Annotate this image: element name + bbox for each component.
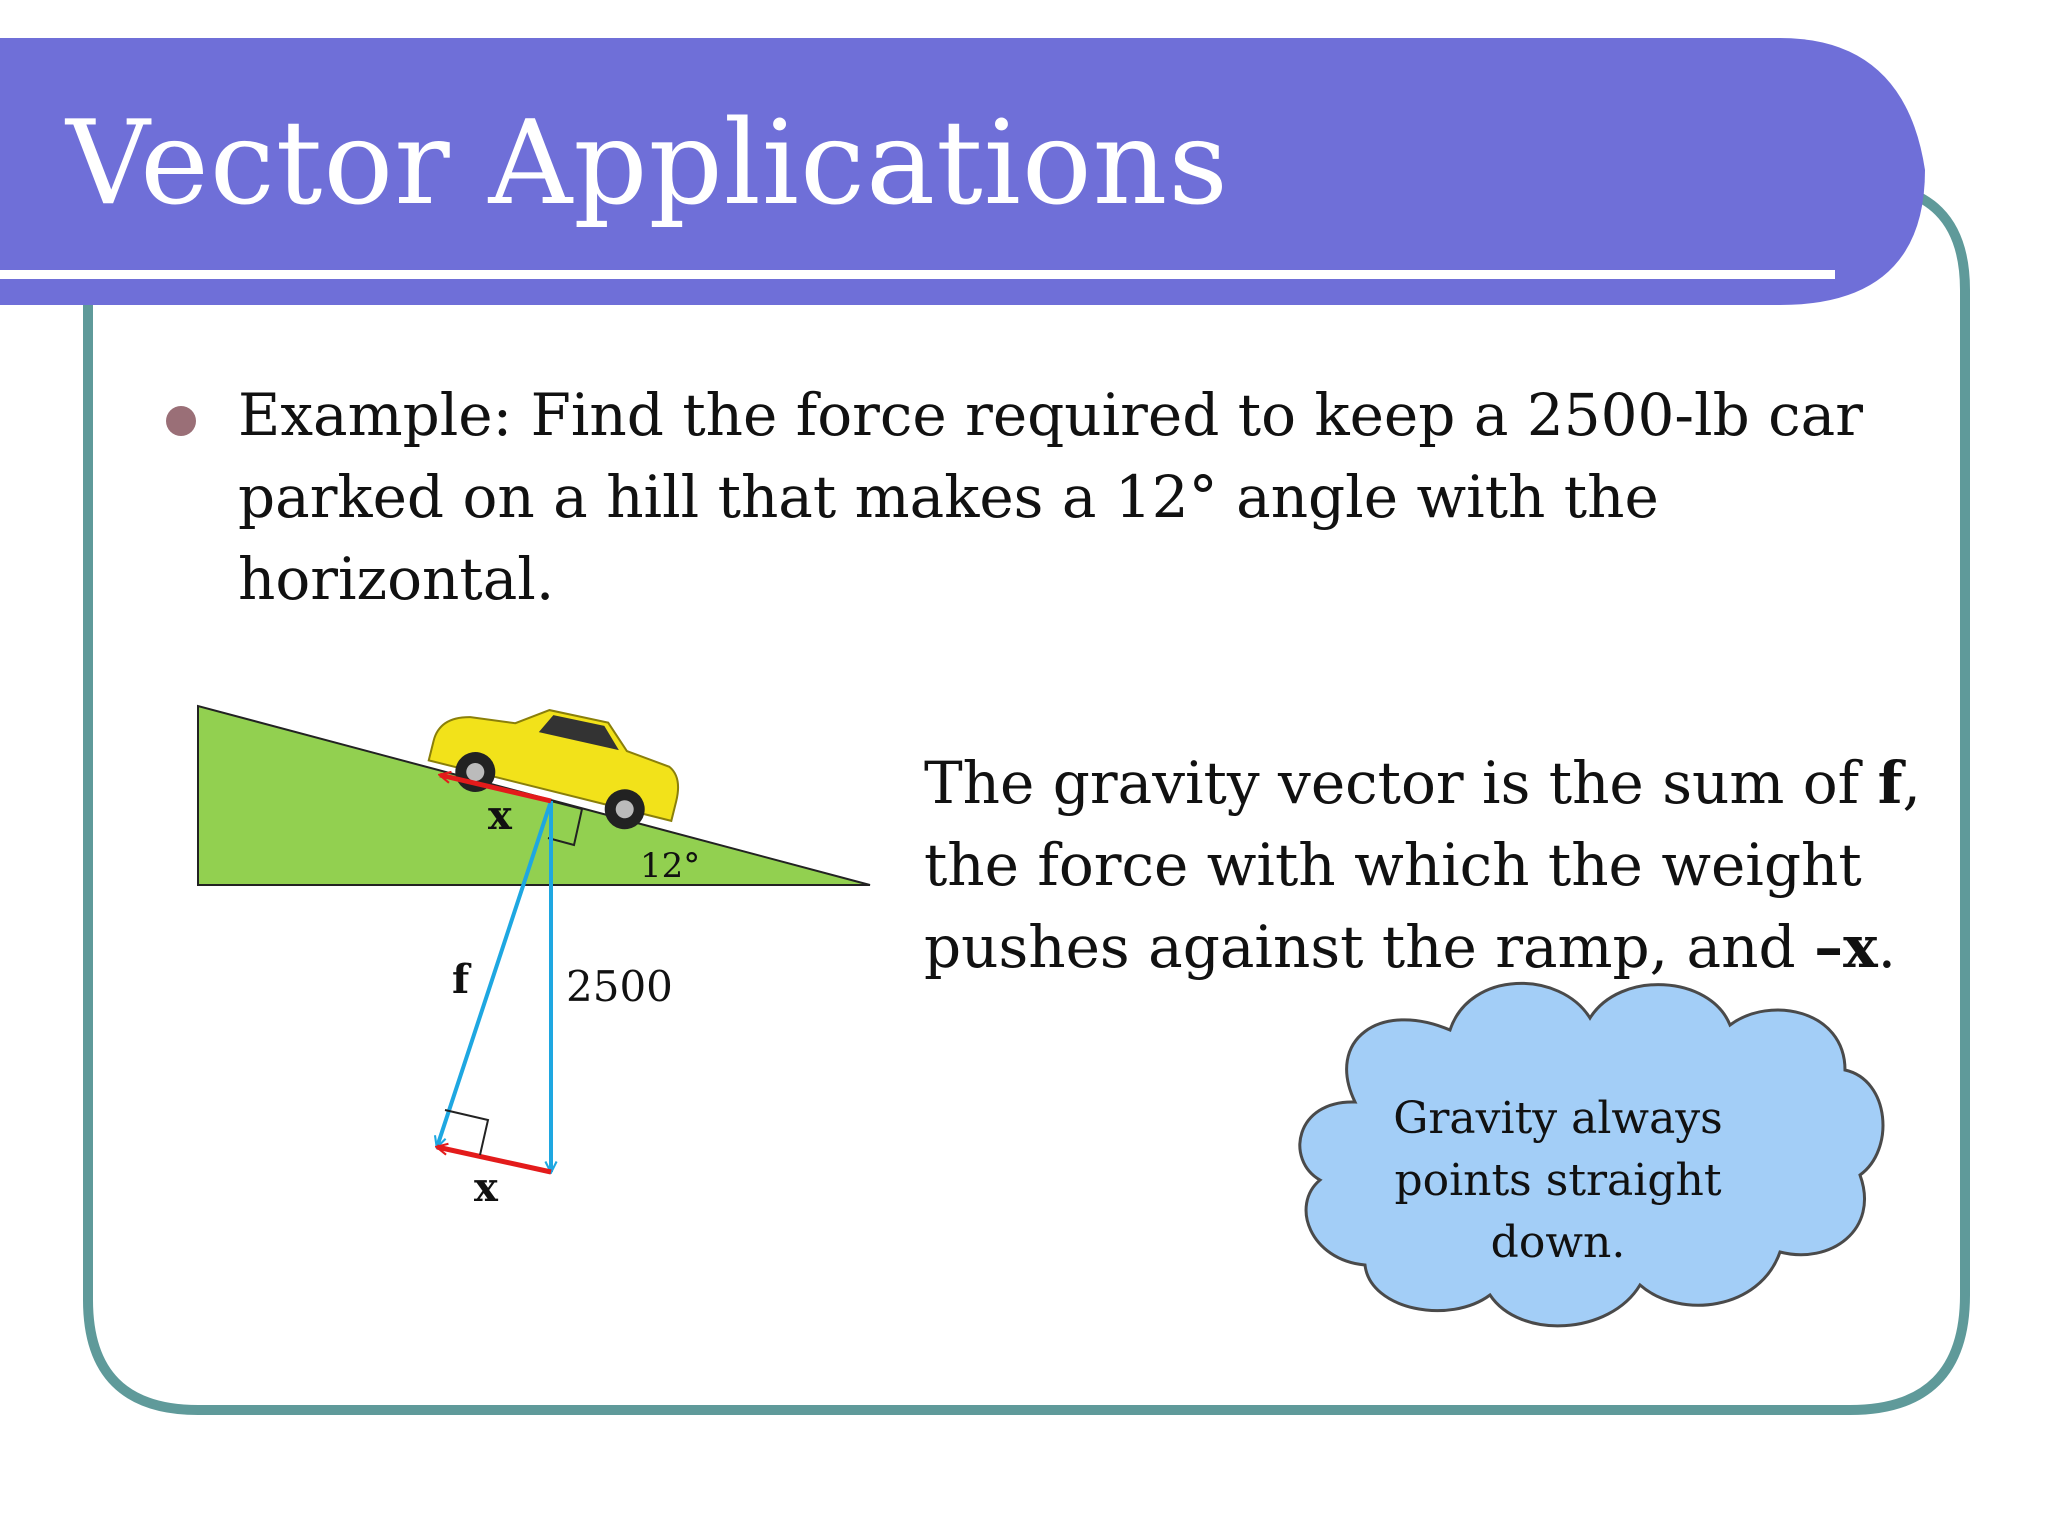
x-label-bottom: x xyxy=(474,1164,498,1211)
explanation-text xyxy=(924,742,1924,988)
angle-label: 12° xyxy=(640,846,701,886)
x-label-top: x xyxy=(488,792,512,839)
f-label: f xyxy=(452,956,470,1003)
explanation-part3: . xyxy=(1877,913,1897,981)
explanation-f: f xyxy=(1877,749,1903,817)
explanation-part1: The gravity vector is the sum of xyxy=(924,749,1878,817)
cloud-callout-text: Gravity always points straight down. xyxy=(1393,1093,1723,1268)
bullet-dot xyxy=(166,406,196,436)
explanation-neg-x: –x xyxy=(1814,913,1878,981)
explanation-part2: , the force with which the weight pushes against the ramp, and xyxy=(924,749,1921,981)
weight-label: 2500 xyxy=(566,962,673,1011)
slide-title: Vector Applications xyxy=(66,96,1229,231)
example-text: Example: Find the force required to keep a 2500-lb car parked on a hill that makes a 12° angle with the horizontal. xyxy=(238,381,1863,613)
